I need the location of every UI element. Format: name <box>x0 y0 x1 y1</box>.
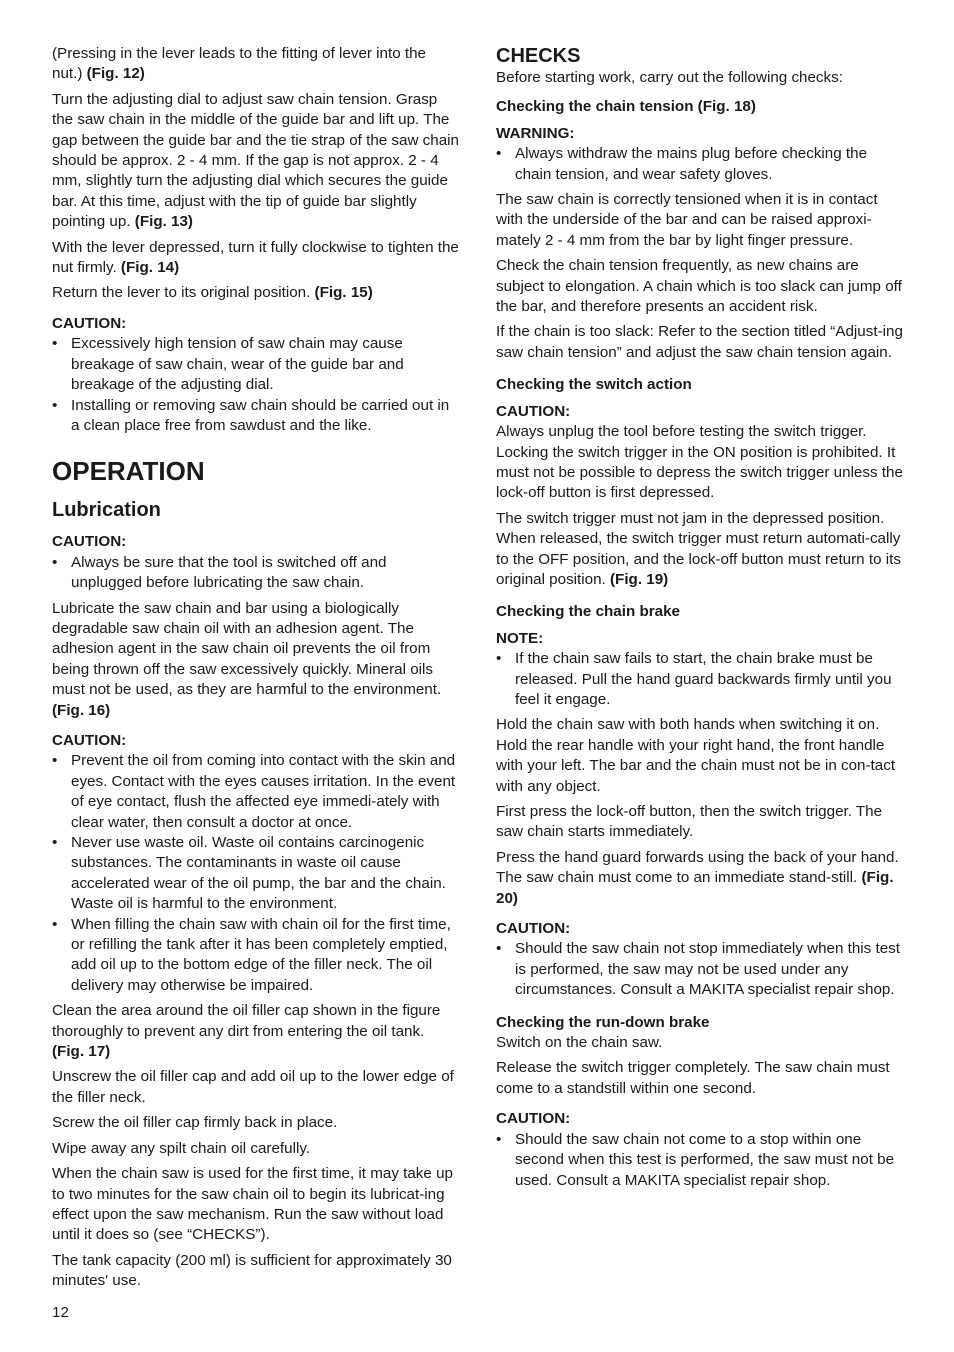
paragraph-switch-unplug: Always unplug the tool before testing the switch trigger. Locking the switch trigger in the ON position is prohibited. It must not be possible to depress the switch trigger unless the lock-off button is first depressed. <box>496 423 903 502</box>
paragraph-tension-correct: The saw chain is correctly tensioned when it is in contact with the underside of the bar and can be raised approxi-mately 2 - 4 mm from the bar by light finger pressure. <box>496 191 878 249</box>
list-item: • Always withdraw the mains plug before checking the chain tension, and wear safety gloves. <box>496 144 904 185</box>
paragraph-first-use: When the chain saw is used for the first time, it may take up to two minutes for the saw chain oil to begin its lubricat-ing effect upon the saw mechanism. Run the saw without load until it does so (see “CHECKS”). <box>52 1165 453 1244</box>
paragraph-adjusting-dial: Turn the adjusting dial to adjust saw chain tension. Grasp the saw chain in the middle of the guide bar and lift up. The gap between the guide bar and the tie strap of the saw chain should be approx. 2 - 4 mm. If the gap is not approx. 2 - 4 mm, slightly turn the adjusting dial which secures the guide bar. At this time, adjust with the tip of guide bar slightly pointing up. (Fig. 13) <box>52 90 459 231</box>
subheading-chain-brake: Checking the chain brake <box>496 603 680 621</box>
warning-label: WARNING: <box>496 124 575 142</box>
figure-ref: (Fig. 20) <box>496 869 894 907</box>
caution-label: CAUTION: <box>52 533 127 551</box>
caution-list <box>52 334 460 436</box>
paragraph-switch-jam: The switch trigger must not jam in the depressed position. When released, the switch trigger must return automati-cally to the OFF position, and the lock-off button must return to its original position. (Fig. 19) <box>496 509 901 588</box>
paragraph-hold-saw: Hold the chain saw with both hands when switching it on. Hold the rear handle with your right hand, the front handle with your left. The bar and the chain must not be in con-tact with any object. <box>496 716 896 795</box>
figure-ref: (Fig. 16) <box>52 701 111 719</box>
figure-ref: (Fig. 14) <box>120 259 180 277</box>
caution-label: CAUTION: <box>52 314 127 332</box>
figure-ref: (Fig. 12) <box>86 65 145 83</box>
note-label: NOTE: <box>496 629 544 647</box>
paragraph-hand-guard: Press the hand guard forwards using the back of your hand. The saw chain must come to an immediate stand-still. (Fig. 20) <box>496 848 899 907</box>
paragraph-checks-intro: Before starting work, carry out the following checks: <box>496 69 843 86</box>
list-item: • Installing or removing saw chain should be carried out in a clean place free from sawdust and the like. <box>52 396 460 437</box>
paragraph-tension-frequent: Check the chain tension frequently, as new chains are subject to elongation. A chain which is too slack can jump off the bar, and therefore presents an accident risk. <box>496 257 902 316</box>
caution-list <box>52 553 460 594</box>
paragraph-tighten-nut: With the lever depressed, turn it fully clockwise to tighten the nut firmly. (Fig. 14) <box>52 238 459 277</box>
list-item: • Always be sure that the tool is switched off and unplugged before lubricating the saw chain. <box>52 553 460 594</box>
list-item: • Should the saw chain not stop immediately when this test is performed, the saw may not be used under any circumstances. Consult a MAKITA specialist repair shop. <box>496 939 904 1000</box>
caution-list <box>52 751 460 996</box>
note-list <box>496 649 904 710</box>
caution-label: CAUTION: <box>496 402 571 420</box>
warning-list <box>496 144 904 185</box>
paragraph-return-lever: Return the lever to its original position. (Fig. 15) <box>52 284 373 302</box>
subsection-heading-lubrication: Lubrication <box>52 499 161 522</box>
figure-ref: (Fig. 13) <box>134 213 193 231</box>
subheading-run-down-brake: Checking the run-down brake <box>496 1013 710 1031</box>
paragraph-lever-fitting: (Pressing in the lever leads to the fitting of lever into the nut.) (Fig. 12) <box>52 45 426 83</box>
caution-label: CAUTION: <box>496 1110 571 1128</box>
paragraph-lubricate: Lubricate the saw chain and bar using a biologically degradable saw chain oil with an adhesion agent. The adhesion agent in the saw chain oil prevents the oil from being thrown off the saw excessively quickly. Mineral oils must not be used, as they are harmful to the environment. (Fig. 16) <box>52 599 442 719</box>
figure-ref: (Fig. 15) <box>314 284 373 302</box>
caution-label: CAUTION: <box>496 920 571 938</box>
paragraph-press-lockoff: First press the lock-off button, then the switch trigger. The saw chain starts immediately. <box>496 803 883 841</box>
caution-label: CAUTION: <box>52 731 127 749</box>
paragraph-unscrew-cap: Unscrew the oil filler cap and add oil up to the lower edge of the filler neck. <box>52 1068 454 1106</box>
list-item: • Never use waste oil. Waste oil contains carcinogenic substances. The contaminants in waste oil cause accelerated wear of the oil pump, the bar and the chain. Waste oil is harmful to the environment. <box>52 833 460 915</box>
list-item: • Excessively high tension of saw chain may cause breakage of saw chain, wear of the guide bar and breakage of the adjusting dial. <box>52 334 460 395</box>
paragraph-wipe-oil: Wipe away any spilt chain oil carefully. <box>52 1139 311 1157</box>
figure-ref: (Fig. 17) <box>52 1043 111 1061</box>
left-column <box>52 44 460 1297</box>
list-item: • Prevent the oil from coming into contact with the skin and eyes. Contact with the eyes causes irritation. In the event of eye contact, flush the affected eye immedi-ately with clear water, then consult a doctor at once. <box>52 751 460 833</box>
figure-ref: (Fig. 19) <box>609 570 669 588</box>
paragraph-tank-capacity: The tank capacity (200 ml) is sufficient for approximately 30 minutes' use. <box>52 1251 452 1290</box>
list-item: • When filling the chain saw with chain oil for the first time, or refilling the tank after it has been completely emptied, add oil up to the bottom edge of the filler neck. The oil delivery may otherwise be impaired. <box>52 915 460 997</box>
paragraph-tension-slack: If the chain is too slack: Refer to the section titled “Adjust-ing saw chain tension” and adjust the saw chain tension again. <box>496 323 903 361</box>
caution-list <box>496 1130 904 1191</box>
subheading-switch-action: Checking the switch action <box>496 376 692 394</box>
right-column <box>496 44 904 1196</box>
paragraph-switch-on: Switch on the chain saw. <box>496 1034 663 1052</box>
paragraph-screw-cap: Screw the oil filler cap firmly back in place. <box>52 1114 338 1132</box>
list-item: • If the chain saw fails to start, the chain brake must be released. Pull the hand guard backwards firmly until you feel it engage. <box>496 649 904 710</box>
paragraph-clean-filler: Clean the area around the oil filler cap shown in the figure thoroughly to prevent any dirt from entering the oil tank. (Fig. 17) <box>52 1002 441 1061</box>
caution-list <box>496 939 904 1000</box>
subheading-chain-tension: Checking the chain tension (Fig. 18) <box>496 98 756 116</box>
paragraph-release-trigger: Release the switch trigger completely. The saw chain must come to a standstill within one second. <box>496 1059 890 1097</box>
page-number: 12 <box>52 1304 69 1321</box>
section-heading-checks: CHECKS <box>496 45 581 67</box>
list-item: • Should the saw chain not come to a stop within one second when this test is performed, the saw must not be used. Consult a MAKITA specialist repair shop. <box>496 1130 904 1191</box>
section-heading-operation: OPERATION <box>52 456 205 487</box>
